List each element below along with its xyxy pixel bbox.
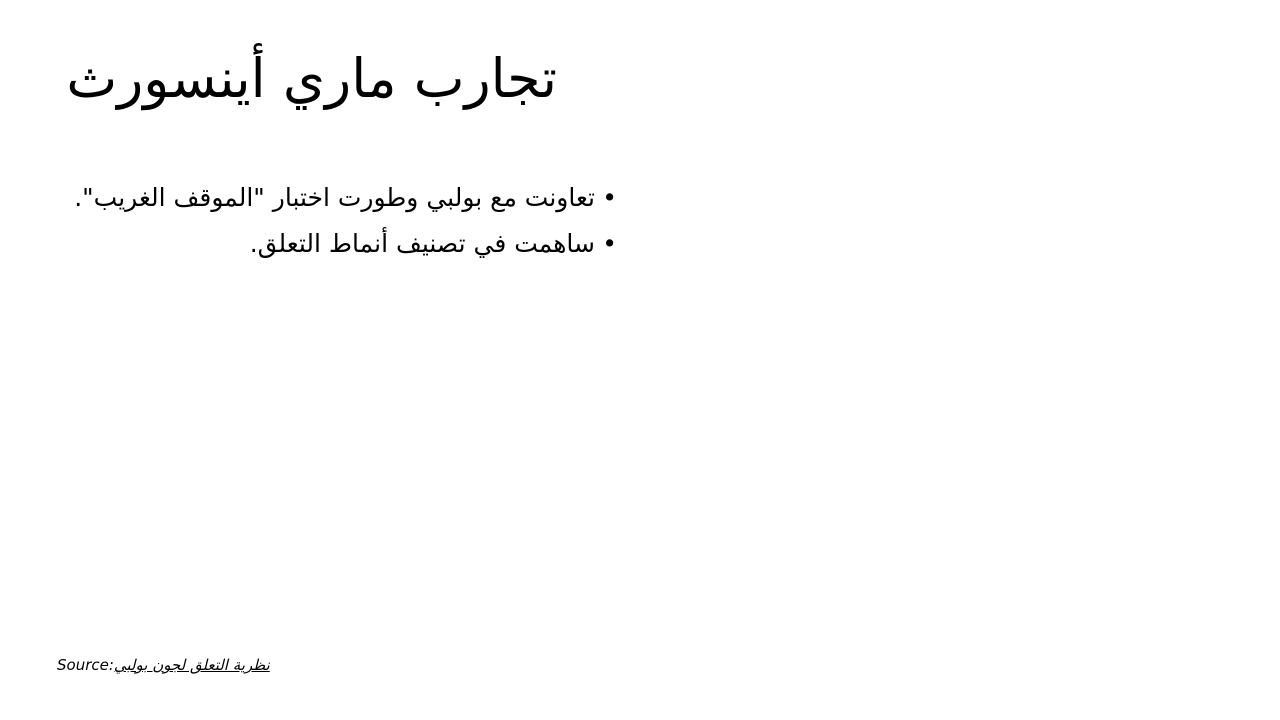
source-note <box>57 656 270 674</box>
source-label: Source: <box>57 656 114 674</box>
list-item: • تعاونت مع بولبي وطورت اختبار "الموقف الغريب". <box>57 180 617 216</box>
slide-title-box <box>57 48 557 111</box>
page-title: تجارب ماري أينسورث <box>66 47 557 110</box>
source-link[interactable]: نظرية التعلق لجون بولبي <box>113 656 270 674</box>
list-item: • ساهمت في تصنيف أنماط التعلق. <box>57 226 617 262</box>
slide-body <box>57 180 617 271</box>
